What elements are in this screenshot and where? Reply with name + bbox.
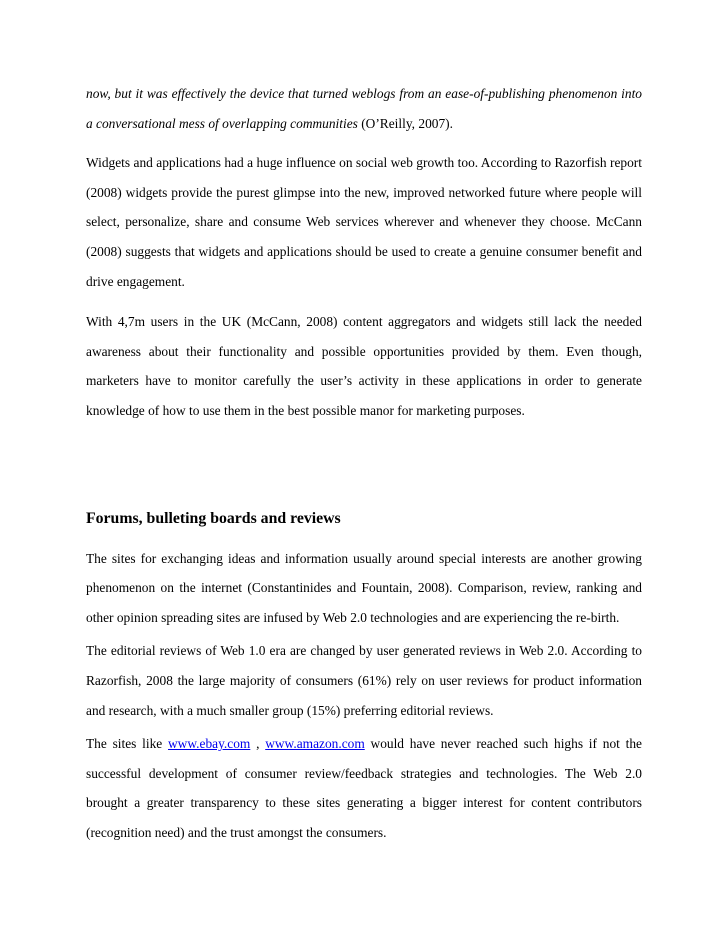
ebay-link[interactable]: www.ebay.com: [168, 736, 251, 752]
amazon-link[interactable]: www.amazon.com: [265, 736, 365, 752]
reviews-paragraph: The editorial reviews of Web 1.0 era are changed by user generated reviews in Web 2.0. According to Razorfish, 2008 the large majority of consumers (61%) rely on user reviews for product information and research, with a much smaller group (15%) preferring editorial reviews.: [86, 643, 642, 718]
link-separator: ,: [250, 736, 266, 752]
intro-citation: (O’Reilly, 2007).: [357, 115, 453, 131]
document-body: [86, 79, 642, 847]
aggregators-paragraph: With 4,7m users in the UK (McCann, 2008) content aggregators and widgets still lack the needed awareness about their functionality and possible opportunities provided by them. Even though, marketers have to monitor carefully the user’s activity in these applications in order to generate knowledge of how to use them in the best possible manor for marketing purposes.: [86, 314, 642, 418]
intro-paragraph: [86, 79, 642, 138]
sites-paragraph-prefix: The sites like: [86, 736, 169, 752]
sites-paragraph-suffix: would have never reached such highs if not the successful development of consumer review/feedback strategies and technologies. The Web 2.0 brought a greater transparency to these sites generating a bigger interest for content contributors (recognition need) and the trust amongst the consumers.: [86, 736, 642, 840]
section-heading: Forums, bulleting boards and reviews: [86, 509, 341, 527]
intro-quote: now, but it was effectively the device that turned weblogs from an ease-of-publishing phenomenon into a conversational mess of overlapping communities: [86, 86, 642, 131]
widgets-paragraph: Widgets and applications had a huge influence on social web growth too. According to Razorfish report (2008) widgets provide the purest glimpse into the new, improved networked future where people will select, personalize, share and consume Web services wherever and whenever they choose. McCann (2008) suggests that widgets and applications should be used to create a genuine consumer benefit and drive engagement.: [86, 155, 642, 289]
sites-paragraph: [86, 729, 642, 847]
forums-paragraph: The sites for exchanging ideas and information usually around special interests are another growing phenomenon on the internet (Constantinides and Fountain, 2008). Comparison, review, ranking and other opinion spreading sites are infused by Web 2.0 technologies and are experiencing the re-birth.: [86, 550, 642, 625]
